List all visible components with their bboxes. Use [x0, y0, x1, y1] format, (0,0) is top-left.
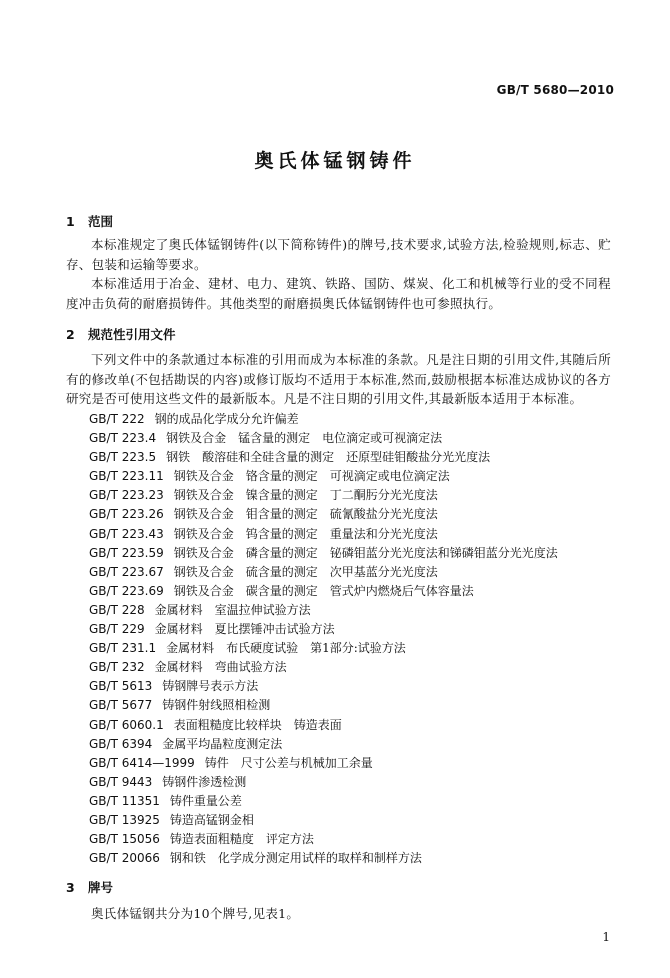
reference-item	[89, 811, 558, 830]
reference-title: 铸件重量公差	[169, 793, 242, 808]
reference-item	[89, 448, 558, 467]
reference-code: GB/T 223.4	[89, 431, 157, 446]
reference-item	[89, 620, 558, 639]
reference-code: GB/T 228	[89, 602, 145, 617]
reference-title: 钢铁 酸溶硅和全硅含量的测定 还原型硅钼酸盐分光光度法	[166, 450, 491, 465]
reference-item	[89, 601, 558, 620]
reference-code: GB/T 223.23	[89, 488, 164, 503]
reference-code: GB/T 232	[89, 660, 145, 675]
section-1-heading	[66, 212, 113, 230]
reference-title: 钢铁及合金 锰含量的测定 电位滴定或可视滴定法	[166, 431, 443, 446]
reference-code: GB/T 223.26	[89, 507, 164, 522]
reference-title: 铸钢牌号表示方法	[162, 679, 259, 694]
reference-code: GB/T 223.11	[89, 469, 164, 484]
reference-title: 铸件 尺寸公差与机械加工余量	[204, 755, 373, 770]
reference-title: 钢铁及合金 铬含量的测定 可视滴定或电位滴定法	[173, 469, 450, 484]
reference-item	[89, 773, 558, 792]
reference-title: 钢铁及合金 镍含量的测定 丁二酮肟分光光度法	[173, 488, 438, 503]
reference-code: GB/T 223.69	[89, 583, 164, 598]
reference-item	[89, 582, 558, 601]
section-3-heading	[66, 878, 113, 896]
reference-item	[89, 716, 558, 735]
reference-item	[89, 830, 558, 849]
section-2-paragraph-1: 下列文件中的条款通过本标准的引用而成为本标准的条款。凡是注日期的引用文件,其随后所有的修改单(不包括勘误的内容)或修订版均不适用于本标准,然而,鼓励根据本标准达成协议的各方研究是否可使用这些文件的最新版本。凡是不注日期的引用文件,其最新版本适用于本标准。	[66, 352, 611, 406]
reference-code: GB/T 229	[89, 622, 145, 637]
reference-title: 钢铁及合金 钼含量的测定 硫氰酸盐分光光度法	[173, 507, 438, 522]
section-title: 范围	[88, 214, 114, 229]
reference-code: GB/T 9443	[89, 774, 153, 789]
reference-title: 钢铁及合金 磷含量的测定 铋磷钼蓝分光光度法和锑磷钼蓝分光光度法	[173, 545, 558, 560]
reference-title: 金属平均晶粒度测定法	[162, 736, 283, 751]
reference-code: GB/T 5613	[89, 679, 153, 694]
standard-code: GB/T 5680—2010	[496, 83, 614, 97]
reference-title: 钢的成品化学成分允许偏差	[154, 412, 299, 426]
section-number: 1	[66, 214, 75, 229]
reference-title: 钢铁及合金 硫含量的测定 次甲基蓝分光光度法	[173, 564, 438, 579]
reference-code: GB/T 223.67	[89, 564, 164, 579]
reference-list	[89, 410, 558, 868]
reference-code: GB/T 6060.1	[89, 717, 164, 732]
reference-code: GB/T 6394	[89, 736, 153, 751]
reference-item	[89, 467, 558, 486]
reference-item	[89, 754, 558, 773]
reference-title: 钢和铁 化学成分测定用试样的取样和制样方法	[169, 851, 422, 866]
reference-item	[89, 563, 558, 582]
reference-title: 表面粗糙度比较样块 铸造表面	[173, 717, 342, 732]
reference-title: 金属材料 布氏硬度试验 第1部分:试验方法	[166, 641, 406, 656]
reference-title: 金属材料 弯曲试验方法	[154, 660, 287, 675]
reference-code: GB/T 20066	[89, 851, 160, 866]
section-3-paragraph-1: 奥氏体锰钢共分为10个牌号,见表1。	[91, 906, 300, 921]
reference-item	[89, 735, 558, 754]
reference-code: GB/T 223.5	[89, 450, 157, 465]
section-title: 牌号	[88, 880, 114, 895]
reference-code: GB/T 15056	[89, 832, 160, 847]
reference-code: GB/T 223.59	[89, 545, 164, 560]
reference-item	[89, 486, 558, 505]
section-2-heading	[66, 325, 176, 343]
reference-title: 铸造表面粗糙度 评定方法	[169, 832, 314, 847]
reference-item	[89, 639, 558, 658]
reference-title: 铸钢件射线照相检测	[162, 698, 271, 713]
reference-title: 钢铁及合金 碳含量的测定 管式炉内燃烧后气体容量法	[173, 583, 474, 598]
reference-code: GB/T 231.1	[89, 641, 157, 656]
reference-title: 金属材料 夏比摆锤冲击试验方法	[154, 622, 335, 637]
reference-code: GB/T 13925	[89, 812, 160, 827]
reference-code: GB/T 5677	[89, 698, 153, 713]
document-title: 奥氏体锰钢铸件	[254, 150, 416, 172]
reference-title: 钢铁及合金 钨含量的测定 重量法和分光光度法	[173, 526, 438, 541]
reference-item	[89, 525, 558, 544]
section-number: 3	[66, 880, 75, 895]
reference-item	[89, 849, 558, 868]
reference-item	[89, 429, 558, 448]
section-title: 规范性引用文件	[88, 327, 176, 342]
reference-item	[89, 677, 558, 696]
reference-item	[89, 696, 558, 715]
reference-code: GB/T 223.43	[89, 526, 164, 541]
reference-code: GB/T 6414—1999	[89, 755, 195, 770]
reference-item	[89, 658, 558, 677]
page-number: 1	[602, 930, 610, 944]
reference-code: GB/T 11351	[89, 793, 160, 808]
reference-code: GB/T 222	[89, 412, 145, 426]
section-1-paragraph-2: 本标准适用于冶金、建材、电力、建筑、铁路、国防、煤炭、化工和机械等行业的受不同程度冲击负荷的耐磨损铸件。其他类型的耐磨损奥氏体锰钢铸件也可参照执行。	[66, 276, 611, 311]
section-1-paragraph-1: 本标准规定了奥氏体锰钢铸件(以下简称铸件)的牌号,技术要求,试验方法,检验规则,标志、贮存、包装和运输等要求。	[66, 237, 611, 272]
reference-item	[89, 544, 558, 563]
reference-title: 铸造高锰钢金相	[169, 812, 254, 827]
reference-title: 金属材料 室温拉伸试验方法	[154, 602, 311, 617]
section-number: 2	[66, 327, 75, 342]
reference-item	[89, 792, 558, 811]
reference-item	[89, 410, 558, 429]
reference-title: 铸钢件渗透检测	[162, 774, 247, 789]
reference-item	[89, 505, 558, 524]
